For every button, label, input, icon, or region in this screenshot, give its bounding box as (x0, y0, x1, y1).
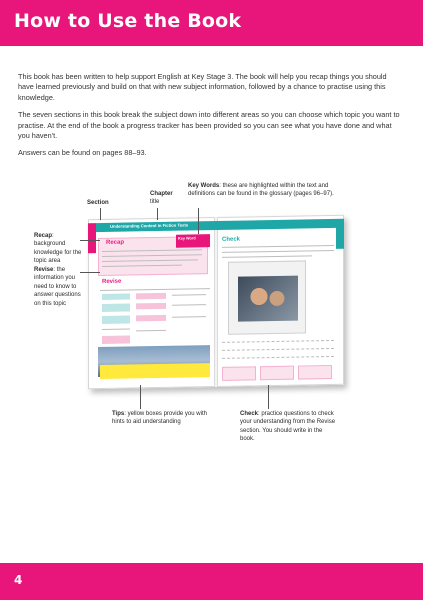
section-callout (87, 199, 109, 207)
callout-text: : background knowledge for the topic area (34, 233, 82, 265)
chapter-title-text: Understanding Content in Fiction Texts (110, 222, 189, 229)
section-tab (88, 223, 96, 253)
keywords-pointer (198, 208, 199, 234)
callout-term: Recap (34, 233, 53, 239)
highlight-block (136, 315, 166, 322)
page-title: How to Use the Book (14, 10, 242, 32)
callout-term: Section (87, 200, 109, 206)
revise-callout (34, 266, 86, 308)
callout-text: : the information you need to know to answer questions on this topic (34, 267, 81, 307)
tips-callout (112, 410, 208, 427)
recap-pointer (80, 240, 100, 241)
answer-box (298, 365, 332, 380)
highlight-block (102, 336, 130, 344)
highlight-block (102, 294, 130, 300)
book-spine (214, 217, 218, 387)
callout-text: : these are highlighted within the text and definitions can be found in the glossary (pages 96–97). (188, 183, 334, 198)
highlight-block (102, 304, 130, 312)
intro-paragraph: The seven sections in this book break the subject down into different areas so you can choose which topic you want to practise. At the end of the book a progress tracker has been provided so you can see what you have done and what you haven't. (18, 110, 400, 141)
book-spread-illustration (88, 215, 344, 389)
highlight-block (136, 303, 166, 310)
check-heading: Check (222, 236, 241, 243)
tip-box (100, 363, 210, 379)
section-pointer (100, 208, 101, 220)
revise-heading: Revise (102, 278, 122, 285)
check-callout (240, 410, 336, 444)
highlight-block (102, 316, 130, 324)
page-number: 4 (14, 573, 23, 587)
answer-box (260, 366, 294, 381)
callout-text: title (150, 199, 160, 206)
callout-term: Revise (34, 267, 54, 273)
revise-pointer (80, 272, 100, 273)
intro-text (18, 72, 403, 166)
key-word-box: Key Word (176, 234, 210, 248)
page-footer (0, 563, 423, 600)
callout-term: Tips (112, 411, 125, 417)
callout-term: Key Words (188, 183, 220, 189)
chapter-pointer (157, 208, 158, 220)
callout-term: Chapter (150, 191, 173, 197)
check-pointer (268, 385, 269, 409)
intro-paragraph: This book has been written to help support English at Key Stage 3. The book will help you recap things you should have learned previously and build on that with new subject information, followed by a chance to practise using this knowledge. (18, 72, 387, 102)
section-tab-right (336, 219, 344, 249)
photo-illustration (238, 276, 298, 322)
highlight-block (136, 293, 166, 300)
callout-text: : yellow boxes provide you with hints to aid understanding (112, 411, 207, 426)
keywords-callout (188, 182, 338, 199)
answer-box (222, 366, 256, 381)
tips-pointer (140, 385, 141, 409)
answers-note: Answers can be found on pages 88–93. (18, 148, 147, 158)
recap-heading: Recap (106, 239, 125, 246)
recap-callout (34, 232, 86, 266)
chapter-callout (150, 190, 190, 207)
callout-text: : practice questions to check your understanding from the Revise section. You should write in the book. (240, 411, 336, 443)
callout-term: Check (240, 411, 259, 417)
